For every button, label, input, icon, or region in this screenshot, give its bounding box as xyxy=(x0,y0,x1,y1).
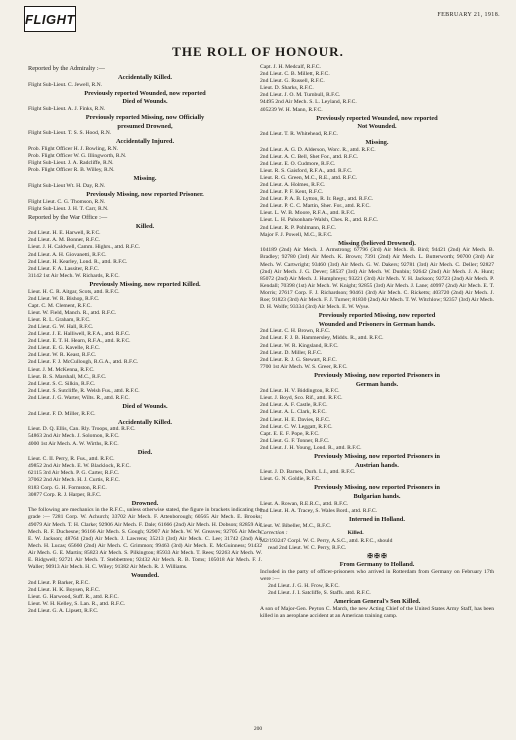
name-entry: 2nd Lieut. A. L. Clark, R.F.C. xyxy=(260,409,327,416)
name-entry: Flight Sub-Lieut. J. H. T. Carr, R.N. xyxy=(28,205,109,212)
name-entry: Flight Sub-Lieut Wt. H. Day, R.N. xyxy=(28,182,106,189)
section-heading: Died of Wounds. xyxy=(122,98,168,106)
report-source: Reported by the War Office :— xyxy=(28,213,108,221)
name-entry: Lieut. J. M. McKenna, R.F.C. xyxy=(28,366,95,373)
section-heading: Previously Missing, now reported Killed. xyxy=(89,280,201,288)
name-entry: 2nd Lieut. J. I. Satcliffe, S. Staffs. attd. R.F.C. xyxy=(268,590,371,597)
name-entry: Lieut. L. H. Palsonham-Walsh, Ches. R., attd. R.F.C. xyxy=(260,217,379,224)
name-entry: 2nd Lieut. G. F. Tonner, R.F.C. xyxy=(260,437,330,444)
name-entry: 2nd Lieut. C. B. Millett, R.F.C. xyxy=(260,71,330,78)
name-entry: 8183 Corp. G. H. Formston, R.F.C. xyxy=(28,484,107,491)
name-entry: 2nd Lieut. A. C. Bell, Shet For., attd. R.F.C. xyxy=(260,153,359,160)
name-entry: Flight Lieut. C. G. Thomson, R.N. xyxy=(28,198,106,205)
name-entry: Lieut. H. C. R. Aitgar, Scots, attd. R.F.C. xyxy=(28,288,120,295)
name-entry: 2nd Lieut. W. R. Bishop, R.F.C. xyxy=(28,295,100,302)
section-heading: Died. xyxy=(137,448,153,456)
section-heading: Interned in Holland. xyxy=(349,515,405,523)
name-entry: Prob. Flight Officer H. J. Bowling, R.N. xyxy=(28,145,119,152)
section-heading: Accidentally Killed. xyxy=(118,418,172,426)
name-entry: 2nd Lieut. C. W. Leggatt, R.F.C. xyxy=(260,423,333,430)
name-entry: 2nd Lieut. R. P. Pohlmann, R.F.C. xyxy=(260,224,337,231)
name-entry: 7700 1st Air Mech. W. S. Greer, R.F.C. xyxy=(260,363,348,370)
section-heading: Bulgarian hands. xyxy=(353,492,401,500)
section-heading: Austrian hands. xyxy=(355,461,399,469)
name-entry: 2nd Lieut. J. G. H. Frow, R.F.C. xyxy=(268,583,340,590)
name-entry: 31142 1st Air Mech. W. Richards, R.F.C. xyxy=(28,272,120,279)
name-entry: Lieut. W. Bibeller, M.C., R.F.C. xyxy=(260,523,332,530)
name-entry: 2nd Lieut. G. W. Hall, R.F.C. xyxy=(28,324,94,330)
name-entry: 2nd Lieut. A. F. Castle, R.F.C. xyxy=(260,402,328,409)
name-entry: 2nd Lieut. H. A. Tracey, S. Wales Bord., attd. R.F.C. xyxy=(260,507,378,514)
section-heading: Previously reported Wounded, now reported xyxy=(316,114,438,122)
name-entry: 2nd Lieut. C. H. Brown, R.F.C. xyxy=(260,328,331,335)
name-entry: Lieut. G. Harwood, Suff. R., attd. R.F.C. xyxy=(28,593,119,600)
name-entry: 2nd Lieut. P. A. B. Lytton, R. Ir. Regt., attd. R.F.C. xyxy=(260,196,374,203)
name-entry: Prob. Flight Officer R. B. Willey, R.N. xyxy=(28,167,115,174)
name-entry: Lieut. R. S. Gaisford, R.F.A., attd. R.F.C. xyxy=(260,167,353,174)
name-entry: Lieut. L. W. B. Moore, R.F.A., attd. R.F.C. xyxy=(260,210,356,217)
name-entry: 2nd Lieut. W. R. Keast, R.F.C. xyxy=(28,352,97,359)
name-entry: 2nd Lieut. H. K. Boysen, R.F.C. xyxy=(28,586,100,593)
section-heading: Accidentally Killed. xyxy=(118,74,172,81)
section-heading: Not Wounded. xyxy=(357,123,397,131)
name-entry: M2/193247 Corpl. W. C. Perry, A.S.C., attd. R.F.C., should xyxy=(260,537,393,544)
name-entry: 405239 W. H. Mann, R.F.C. xyxy=(260,106,323,113)
flight-logo: FLIGHT xyxy=(24,6,76,32)
name-entry: Capt. J. H. Medcalf, R.F.C. xyxy=(260,64,321,70)
name-entry: Lieut. A. Rowan, R.E.R.C., attd. R.F.C. xyxy=(260,500,349,507)
name-entry: 37062 2nd Air Mech. H. J. Curtis, R.F.C. xyxy=(28,477,120,484)
name-entry: Lieut. J. D. Barnes, Durh. L.I., attd. R.F.C. xyxy=(260,469,356,476)
name-entry: 2nd Lieut. H. E. Davies, R.F.C. xyxy=(260,416,331,423)
name-entry: Lieut. R. L. Graham, R.F.C. xyxy=(28,316,91,323)
section-heading: Previously reported Missing, now Officially xyxy=(85,113,205,121)
section-heading: American General's Son Killed. xyxy=(333,598,421,606)
name-entry: Capt. C. M. Clement, R.F.C. xyxy=(28,302,92,309)
name-entry: 2nd Lieut. F. J. McCullough, R.G.A., attd. R.F.C. xyxy=(28,359,139,366)
section-heading: Missing. xyxy=(365,138,389,146)
section-heading: Accidentally Injured. xyxy=(115,138,175,146)
name-entry: 2nd Lieut. A. M. Bonner, R.F.C. xyxy=(28,237,101,244)
name-entry: 2nd Lieut. T. R. Whitehead, R.F.C. xyxy=(260,130,338,137)
name-entry: 30877 Corp. R. J. Harper, R.F.C. xyxy=(28,491,102,498)
name-entry: Lieut. W. Field, Manch. R., attd. R.F.C. xyxy=(28,309,117,316)
name-entry: 2nd Lieut. E. O. Cudmore, R.F.C. xyxy=(260,160,336,167)
name-entry: 2nd Lieut. W. R. Kingsland, R.F.C. xyxy=(260,342,339,349)
name-entry: 2nd Lieut. A. Holmes, R.F.C. xyxy=(260,182,326,188)
correction-label: Correction : xyxy=(260,530,288,537)
name-entry: 2nd Lieut. S. C. Silkin, R.F.C. xyxy=(28,380,96,387)
name-entry: Flight Sub-Lieut. C. Jewell, R.N. xyxy=(28,81,103,88)
name-entry: 2nd Lieut. A. H. Giovanetti, R.F.C. xyxy=(28,251,107,258)
name-entry: 2nd Lieut. G. Russell, R.F.C. xyxy=(260,78,325,85)
name-entry: 2nd Lieut. E. G. Kavelle, R.F.C. xyxy=(28,345,100,352)
name-entry: 2nd Lieut. P. C. C. Martin, Sher. For., attd. R.F.C. xyxy=(260,203,371,210)
name-entry: 2nd Lieut. J. E. Halliwell, R.F.A., attd. R.F.C. xyxy=(28,331,131,338)
name-entry: Lieut. W. H. Kelley, S. Lan. R., attd. R.F.C. xyxy=(28,601,126,608)
name-entry: 2nd Lieut. R. J. G. Stewart, R.F.C. xyxy=(260,356,337,363)
name-entry: read 2nd Lieut. W. C. Perry, R.F.C. xyxy=(268,544,347,551)
name-entry: Flight Sub-Lieut. T. S. S. Hood, R.N. xyxy=(28,130,112,137)
name-entry: 2nd Lieut. H. Kearley, Lond. R., attd. R.F.C. xyxy=(28,258,128,265)
name-entry: Flight Sub-Lieut. J. A. Radcliffe, R.N. xyxy=(28,160,114,167)
name-entry: 2nd Lieut. S. Sutcliffe, R. Welsh Fus., attd. R.F.C. xyxy=(28,387,140,394)
name-entry: 2nd Lieut. J. H. Young, Lond. R., attd. R.F.C. xyxy=(260,444,362,451)
paragraph: Included in the party of officer-prisoners who arrived in Rotterdam from Germany on February 17th were :— xyxy=(260,568,494,582)
section-heading: Missing. xyxy=(133,175,157,183)
name-entry: Lieut. B. S. Marshall, M.C., R.F.C. xyxy=(28,373,107,380)
page-number: 200 xyxy=(253,726,263,732)
section-heading: Killed. xyxy=(135,222,155,230)
name-entry: 4000 1st Air Mech. A. W. Wirths, R.F.C. xyxy=(28,440,119,447)
paragraph: 104189 (2nd) Air Mech. J. Armstrong; 67796 (3rd) Air Mech. B. Bird; 94421 (2nd) Air Mech. B. Bradley; 92780 (3rd) Air Mech. K. Brown; 7391 (2nd) Air Mech. L. Butterworth; 90700 (3rd) Air Mech. W. Cartwright; 93460 (3rd) Air Mech. G. W. Dakers; 92781 (3rd) Air Mech. C. Deller; 92827 (2nd) Air Mech. J. G. Dever; 58537 (3rd) Air Mech. W. Dunbin; 92642 (2nd) Air Mech. J. A. Hunt; 85072 (2nd) Air Mech. J. Humphreys; 93221 (3rd) Air Mech. Y. H. Jackson; 92723 (2nd) Air Mech. P. Kendall; 70398 (1st) Air Mech. W. Knight; 92855 (3rd) Air Mech. J. Lane; 40997 (2nd) Air Mech. E. T. Morris; 27617 Corp. F. J. Richardson; 90461 (3rd) Air Mech. C. Ricketts; 403720 (2nd) Air Mech. J. Roe; 91823 (3rd) Air Mech. F. J. Turner; 81830 (2nd) Air Mech. T. W. Witchlow; 92357 (3rd) Air Mech. D. H. Wolfe; 93334 (3rd) Air Mech. E. W. Wyse. xyxy=(260,247,494,311)
name-entry: Lieut. D. Sharks, R.F.C. xyxy=(260,85,314,92)
name-entry: Capt. E. E. F. Pope, R.F.C. xyxy=(260,430,320,437)
section-heading: Previously reported Missing, now reported xyxy=(318,312,436,320)
section-heading: Previously reported Wounded, now reported xyxy=(84,89,206,97)
name-entry: 2nd Lieut. F. A. Lassiter, R.F.C. xyxy=(28,265,99,272)
section-heading: Previously Missing, now reported Prisoners in xyxy=(314,452,440,460)
name-entry: 2nd Lieut. J. O. M. Turnbull, R.F.C. xyxy=(260,92,341,99)
name-entry: 2nd Lieut. F. D. Miller, R.F.C. xyxy=(28,410,96,417)
report-source: Reported by the Admiralty :— xyxy=(28,65,105,72)
name-entry: Lieut. G. N. Goldie, R.F.C. xyxy=(260,476,321,483)
right-column xyxy=(260,64,494,620)
section-heading: Died of Wounds. xyxy=(122,403,168,411)
section-heading: Previously Missing, now reported Prisoners in xyxy=(314,484,440,492)
section-heading: From Germany to Holland. xyxy=(339,561,415,569)
page-title: THE ROLL OF HONOUR. xyxy=(172,44,344,59)
name-entry: 2nd Lieut. P. Barker, R.F.C. xyxy=(28,579,90,586)
section-heading: Missing (believed Drowned). xyxy=(338,239,416,247)
section-heading: Drowned. xyxy=(131,499,159,507)
section-heading: presumed Drowned, xyxy=(117,122,173,130)
name-entry: 54863 2nd Air Mech. J. Solomon, R.F.C. xyxy=(28,433,120,440)
name-entry: Lieut. C. II. Perry, R. Fus., attd. R.F.C. xyxy=(28,456,115,463)
name-entry: 2nd Lieut. F. J. B. Hammersley, Middx. R., attd. R.F.C. xyxy=(260,335,384,342)
name-entry: 62115 3rd Air Mech. P. G. Carter, R.F.C. xyxy=(28,470,120,477)
section-heading: Killed. xyxy=(347,530,364,537)
name-entry: 2nd Lieut. D. Miller, R.F.C. xyxy=(260,349,323,356)
name-entry: 2nd Lieut. H. E. Harwell, R.F.C. xyxy=(28,230,101,237)
paragraph: A son of Major-Gen. Peyton C. March, the new Acting Chief of the United States Army Staff, has been killed in an aeroplane accident at an American training camp. xyxy=(260,605,494,619)
name-entry: Prob. Flight Officer W. G. Illingworth, R.N. xyxy=(28,152,127,159)
name-entry: 94495 2nd Air Mech. S. L. Leyland, R.F.C. xyxy=(260,99,357,106)
section-heading: Wounded. xyxy=(131,572,159,580)
section-heading: Previously Missing, now reported Prisoner. xyxy=(86,190,204,198)
name-entry: 2nd Lieut. J. G. Warter, Wilts. R., attd. R.F.C. xyxy=(28,394,130,401)
name-entry: Lieut. D. Q. Ellis, Can. Rly. Troops, attd. R.F.C. xyxy=(28,426,136,433)
masthead xyxy=(24,6,500,38)
issue-date: FEBRUARY 21, 1918. xyxy=(437,12,500,18)
name-entry: 2nd Lieut. E. T. H. Hearn, R.F.A., attd. R.F.C. xyxy=(28,338,131,345)
name-entry: 2nd Lieut. G. A. Lipsett, R.F.C. xyxy=(28,608,99,615)
name-entry: Lieut. J. H. Caldwell, Camm. Highrs., attd. R.F.C. xyxy=(28,244,141,251)
ornament: ✠ ✠ ✠ xyxy=(367,552,387,560)
name-entry: 2nd Lieut. H. V. Biddington, R.F.C. xyxy=(260,388,340,395)
paragraph: The following are mechanics in the R.F.C., unless otherwise stated, the figure in brackets indicating the grade :— 7281 Corp. W. Achurch; 33702 Air Mech. F. Attenborough; 60565 Air Mech. E. Brooks; 49079 Air Mech. T. H. Clarke; 92906 Air Mech. F. Dale; 61666 (2nd) Air Mech. H. Dobson; 82859 Air Mech. R. F. Duchesne; 96166 Air Mech. S. Gough; 92907 Air Mech. W. W. Greaves; 92705 Air Mech. E. W. Jackson; 48764 (2nd) Air Mech. J. Lawrens; 35213 (3rd) Air Mech. C. Lee; 31742 (2nd) Air Mech. H. Lucas; 65660 (2nd) Air Mech. C. Grimmon; 99463 (3rd) Air Mech. E. McGuinness; 91432 Air Mech. G. E. Martin; 85823 Air Mech. S. Pilkington; 85933 Air Mech. T. Rees; 92263 Air Mech. W. E. Ridgwell; 92721 Air Mech. T. Stebbettren; 92432 Air Mech. R. B. Toms; 105018 Air Mech. F. J. Waller; 90913 Air Mech. H. C. Wiley; 91382 Air Mech. R. J. Williams. xyxy=(28,507,262,571)
name-entry: Major F. J. Powell, M.C., R.F.C. xyxy=(260,231,333,238)
correction-line xyxy=(260,530,494,537)
name-entry: Lieut. R. G. Green, M.C., R.E., attd. R.F.C. xyxy=(260,174,357,181)
section-heading: German hands. xyxy=(355,380,399,388)
section-heading: Previously Missing, now reported Prisoners in xyxy=(314,371,440,379)
name-entry: Lieut. J. Boyd, Sco. Rif., attd. R.F.C. xyxy=(260,395,343,402)
name-entry: Flight Sub-Lieut. A. J. Finks, R.N. xyxy=(28,105,106,112)
section-heading: Wounded and Prisoners in German hands. xyxy=(318,320,436,328)
left-column xyxy=(28,64,262,615)
name-entry: 49852 2nd Air Mech. E. W. Blacklock, R.F.C. xyxy=(28,463,131,470)
name-entry: 2nd Lieut. A. G. D. Alderson, Worc. R., attd. R.F.C. xyxy=(260,146,376,153)
name-entry: 2nd Lieut. P. F. Kent, R.F.C. xyxy=(260,189,324,196)
